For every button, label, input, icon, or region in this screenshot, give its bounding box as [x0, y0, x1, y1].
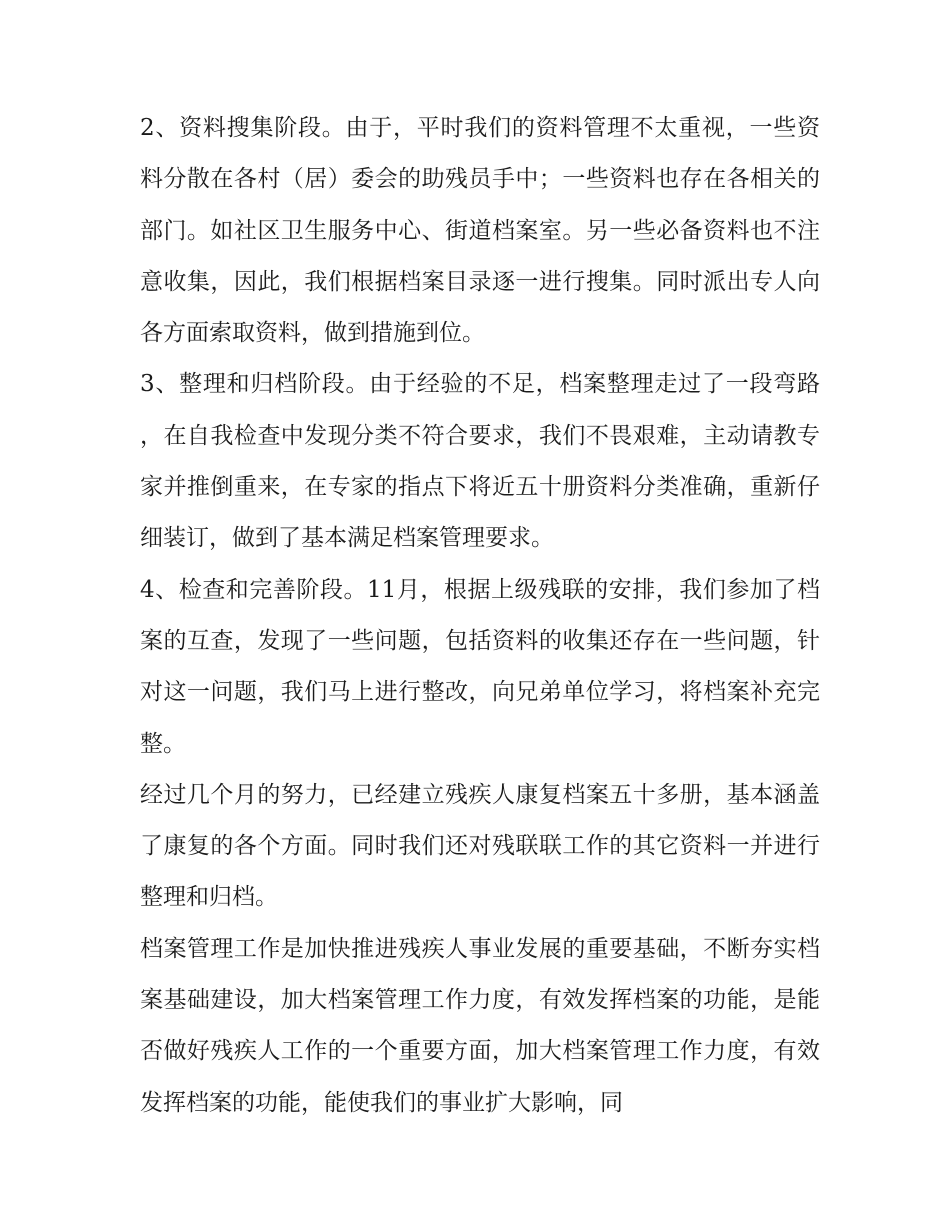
paragraph-importance: 档案管理工作是加快推进残疾人事业发展的重要基础，不断夯实档案基础建设，加大档案管理工作力度，有效发挥档案的功能，是能否做好残疾人工作的一个重要方面，加大档案管理工作力度，有效发挥档案的功能，能使我们的事业扩大影响，同: [140, 935, 820, 1116]
document-body: [140, 103, 820, 1129]
paragraph-inspection-stage: 4、检查和完善阶段。11月，根据上级残联的安排，我们参加了档案的互查，发现了一些问题，包括资料的收集还存在一些问题，针对这一问题，我们马上进行整改，向兄弟单位学习，将档案补充完整。: [140, 576, 820, 757]
paragraph-results: 经过几个月的努力，已经建立残疾人康复档案五十多册，基本涵盖了康复的各个方面。同时我们还对残联联工作的其它资料一并进行整理和归档。: [140, 781, 820, 911]
paragraph-collection-stage: 2、资料搜集阶段。由于，平时我们的资料管理不太重视，一些资料分散在各村（居）委会的助残员手中；一些资料也存在各相关的部门。如社区卫生服务中心、街道档案室。另一些必备资料也不注意收集，因此，我们根据档案目录逐一进行搜集。同时派出专人向各方面索取资料，做到措施到位。: [140, 115, 820, 347]
paragraph-organizing-stage: 3、整理和归档阶段。由于经验的不足，档案整理走过了一段弯路，在自我检查中发现分类不符合要求，我们不畏艰难，主动请教专家并推倒重来，在专家的指点下将近五十册资料分类准确，重新仔细装订，做到了基本满足档案管理要求。: [140, 371, 820, 552]
